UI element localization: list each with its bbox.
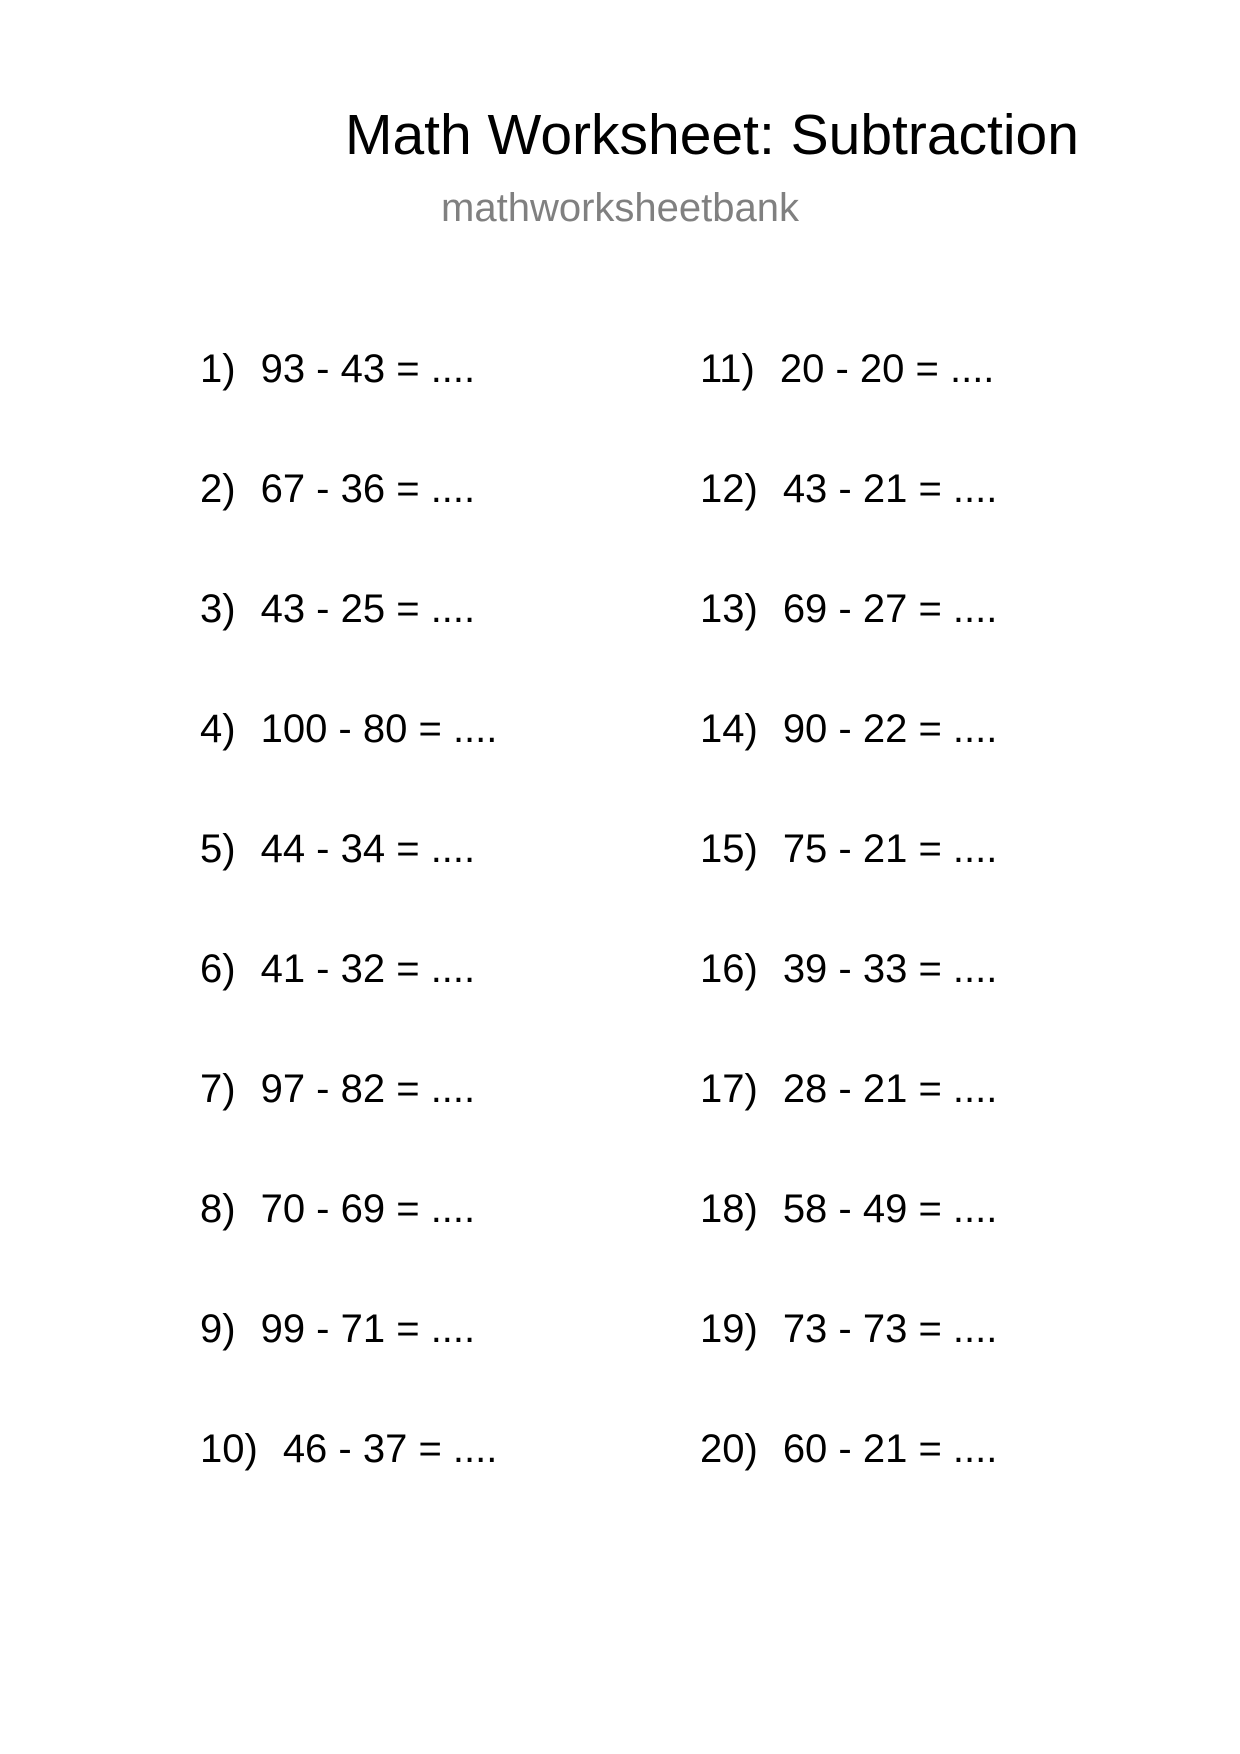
problem-number: 20) <box>700 1427 758 1471</box>
problem-number: 18) <box>700 1187 758 1231</box>
problem-expression: 97 - 82 = .... <box>260 1067 476 1111</box>
problem-expression: 39 - 33 = .... <box>782 947 998 991</box>
problem-expression: 99 - 71 = .... <box>260 1307 476 1351</box>
problem-number: 15) <box>700 827 758 871</box>
problem-item <box>700 1185 1200 1305</box>
problem-expression: 70 - 69 = .... <box>260 1187 476 1231</box>
problem-expression: 69 - 27 = .... <box>782 587 998 631</box>
problem-expression: 60 - 21 = .... <box>782 1427 998 1471</box>
problem-number: 3) <box>200 587 236 631</box>
problem-item <box>700 345 1200 465</box>
problem-number: 16) <box>700 947 758 991</box>
problem-expression: 43 - 21 = .... <box>782 467 998 511</box>
problem-number: 4) <box>200 707 236 751</box>
problem-item <box>200 465 700 585</box>
problem-number: 9) <box>200 1307 236 1351</box>
problem-expression: 73 - 73 = .... <box>782 1307 998 1351</box>
problem-item <box>200 345 700 465</box>
problem-expression: 46 - 37 = .... <box>282 1427 498 1471</box>
problem-expression: 44 - 34 = .... <box>260 827 476 871</box>
problem-item <box>700 945 1200 1065</box>
problem-item <box>700 825 1200 945</box>
problem-item <box>700 1065 1200 1185</box>
problem-item <box>700 585 1200 705</box>
problem-expression: 58 - 49 = .... <box>782 1187 998 1231</box>
problem-number: 17) <box>700 1067 758 1111</box>
problem-item <box>200 1425 700 1545</box>
problem-item <box>700 1425 1200 1545</box>
problem-item <box>200 705 700 825</box>
problem-number: 7) <box>200 1067 236 1111</box>
problem-expression: 28 - 21 = .... <box>782 1067 998 1111</box>
problem-expression: 43 - 25 = .... <box>260 587 476 631</box>
problem-number: 12) <box>700 467 758 511</box>
problem-number: 14) <box>700 707 758 751</box>
problem-item <box>200 1065 700 1185</box>
problem-item <box>200 825 700 945</box>
problem-item <box>700 465 1200 585</box>
problem-expression: 93 - 43 = .... <box>260 347 476 391</box>
problem-expression: 67 - 36 = .... <box>260 467 476 511</box>
problem-item <box>200 1305 700 1425</box>
problem-item <box>700 1305 1200 1425</box>
problem-number: 10) <box>200 1427 258 1471</box>
problem-number: 19) <box>700 1307 758 1351</box>
problem-number: 5) <box>200 827 236 871</box>
problem-number: 6) <box>200 947 236 991</box>
worksheet-subtitle: mathworksheetbank <box>441 186 799 230</box>
problems-column-left <box>200 345 700 1545</box>
problem-expression: 100 - 80 = .... <box>260 707 498 751</box>
problem-item <box>700 705 1200 825</box>
problems-column-right <box>700 345 1200 1545</box>
problem-expression: 75 - 21 = .... <box>782 827 998 871</box>
problem-item <box>200 585 700 705</box>
problem-expression: 90 - 22 = .... <box>782 707 998 751</box>
problem-item <box>200 945 700 1065</box>
problem-number: 8) <box>200 1187 236 1231</box>
problem-number: 2) <box>200 467 236 511</box>
problem-expression: 20 - 20 = .... <box>779 347 995 391</box>
problem-number: 11) <box>700 347 755 391</box>
worksheet-title: Math Worksheet: Subtraction <box>345 103 1079 167</box>
problem-expression: 41 - 32 = .... <box>260 947 476 991</box>
problem-item <box>200 1185 700 1305</box>
problem-number: 1) <box>200 347 236 391</box>
problem-number: 13) <box>700 587 758 631</box>
